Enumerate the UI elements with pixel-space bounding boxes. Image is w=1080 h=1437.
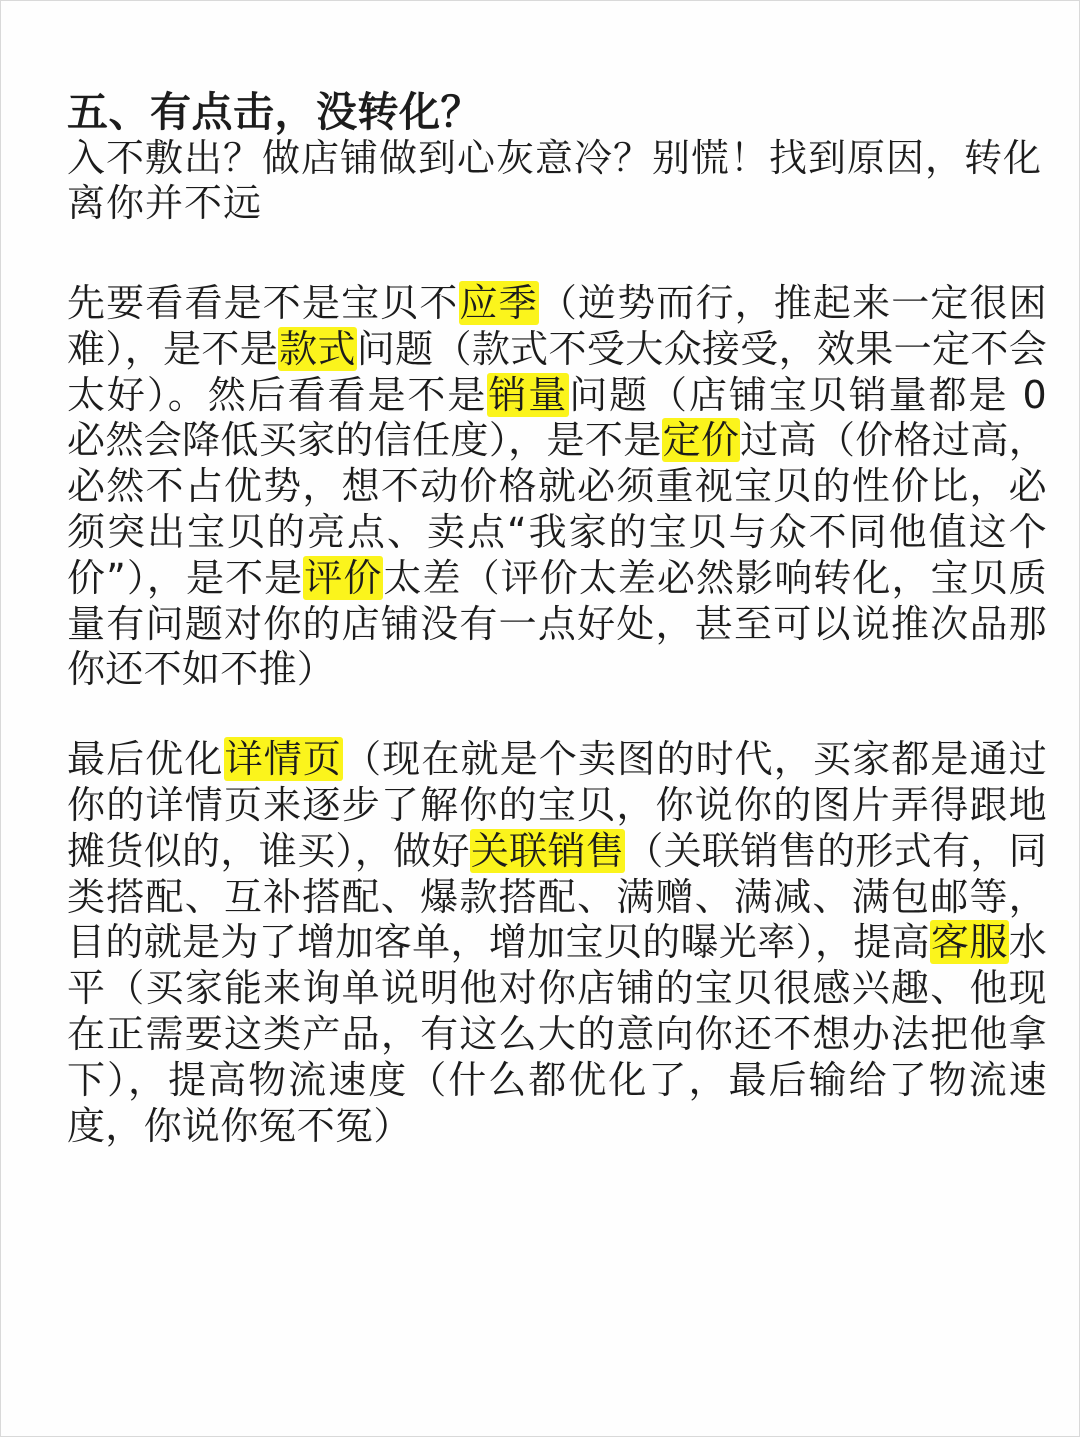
text-segment: （逆势而行，推起来一定很困难），是不是 bbox=[67, 281, 1047, 371]
highlight-seasonal: 应季 bbox=[459, 281, 538, 325]
text-segment: 过高（价格过高，必然不占优势，想不动价格就必须重视宝贝的性价比，必须突出宝贝的亮点、卖点“我家的宝贝与众不同他值这个价”），是不是 bbox=[67, 418, 1047, 600]
highlight-detail-page: 详情页 bbox=[224, 737, 343, 782]
text-segment: （关联销售的形式有，同类搭配、互补搭配、爆款搭配、满赠、满减、满包邮等，目的就是为了增加客单，增加宝贝的曝光率），提高 bbox=[67, 828, 1047, 965]
document-content bbox=[67, 89, 1047, 1149]
paragraph-optimization bbox=[67, 737, 1047, 1149]
text-segment: 先要看看是不是宝贝不 bbox=[67, 281, 459, 325]
highlight-customer-service: 客服 bbox=[930, 920, 1008, 965]
text-segment: 问题（店铺宝贝销量都是 0 必然会降低买家的信任度），是不是 bbox=[67, 372, 1047, 463]
highlight-pricing: 定价 bbox=[662, 418, 740, 463]
section-title: 五、有点击，没转化？ bbox=[67, 88, 482, 136]
text-segment: 太差（评价太差必然影响转化，宝贝质量有问题对你的店铺没有一点好处，甚至可以说推次品那你还不如不推） bbox=[67, 555, 1047, 692]
text-segment: 水平（买家能来询单说明他对你店铺的宝贝很感兴趣、他现在正需要这类产品，有这么大的意向你还不想办法把他拿下），提高物流速度（什么都优化了，最后输给了物流速度，你说你冤不冤） bbox=[67, 920, 1047, 1148]
highlight-sales-volume: 销量 bbox=[488, 372, 569, 417]
highlight-reviews: 评价 bbox=[304, 555, 383, 600]
text-segment: 最后优化 bbox=[67, 737, 224, 782]
text-segment: 问题（款式不受大众接受，效果一定不会太好）。然后看看是不是 bbox=[67, 326, 1047, 417]
highlight-style: 款式 bbox=[279, 326, 356, 371]
text-segment: （现在就是个卖图的时代，买家都是通过你的详情页来逐步了解你的宝贝，你说你的图片弄得跟地摊货似的，谁买），做好 bbox=[67, 737, 1048, 873]
section-intro: 入不敷出？做店铺做到心灰意冷？别慌！找到原因，转化离你并不远 bbox=[67, 136, 1043, 225]
paragraph-product-checks bbox=[67, 281, 1047, 693]
highlight-related-sales: 关联销售 bbox=[470, 828, 625, 873]
